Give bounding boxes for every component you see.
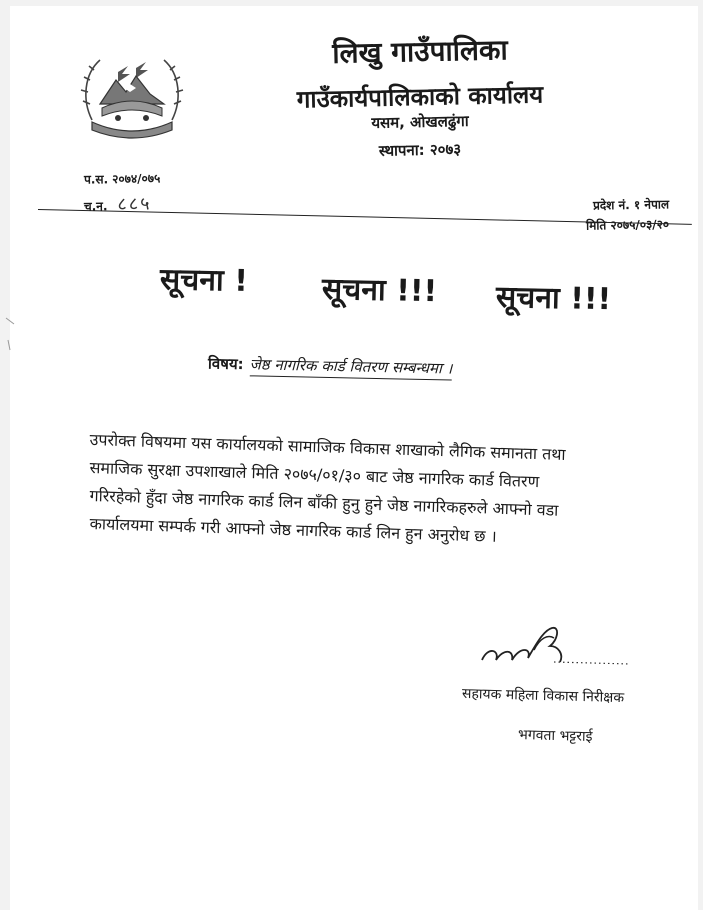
letter-date: मिति २०७५/०३/२० xyxy=(585,217,670,233)
organization-name: लिखु गाउँपालिका xyxy=(331,33,509,70)
signatory-name: भगवता भट्टराई xyxy=(517,727,593,745)
fiscal-year-ref: प.स. २०७४/०७५ xyxy=(83,171,161,187)
office-address: यसम, ओखलढुंगा xyxy=(371,111,469,133)
body-line: कार्यालयमा सम्पर्क गरी आफ्नो जेष्ठ नागरिक कार्ड लिन हुन अनुरोध छ । xyxy=(89,513,498,546)
subject-text: जेष्ठ नागरिक कार्ड वितरण सम्बन्धमा । xyxy=(249,355,452,380)
subject-line xyxy=(208,353,453,378)
notice-heading-2: सूचना !!! xyxy=(321,271,438,310)
signatory-title: सहायक महिला विकास निरीक्षक xyxy=(461,685,625,707)
dispatch-number: ८८५ xyxy=(117,193,152,216)
notice-heading-1: सूचना ! xyxy=(159,262,249,299)
scan-margin-mark xyxy=(0,310,22,360)
notice-heading-3: सूचना !!! xyxy=(495,279,612,318)
subject-label: विषय: xyxy=(207,354,244,374)
established-year: स्थापना: २०७३ xyxy=(378,140,462,160)
office-name: गाउँकार्यपालिकाको कार्यालय xyxy=(296,80,544,114)
body-line: उपरोक्त विषयमा यस कार्यालयको सामाजिक विकास शाखाको लैगिक समानता तथा xyxy=(89,429,566,464)
body-line: गरिरहेको हुँदा जेष्ठ नागरिक कार्ड लिन बाँकी हुनु हुने जेष्ठ नागरिकहरुले आफ्नो वडा xyxy=(89,485,559,520)
body-line: समाजिक सुरक्षा उपशाखाले मिति २०७५/०१/३० बाट जेष्ठ नागरिक कार्ड वितरण xyxy=(89,457,540,492)
nepal-emblem-icon xyxy=(78,42,186,142)
dispatch-label: च.न. xyxy=(83,199,108,214)
province-label: प्रदेश नं. १ नेपाल xyxy=(592,197,670,213)
dispatch-ref xyxy=(84,191,152,216)
signature-mark xyxy=(474,620,634,676)
